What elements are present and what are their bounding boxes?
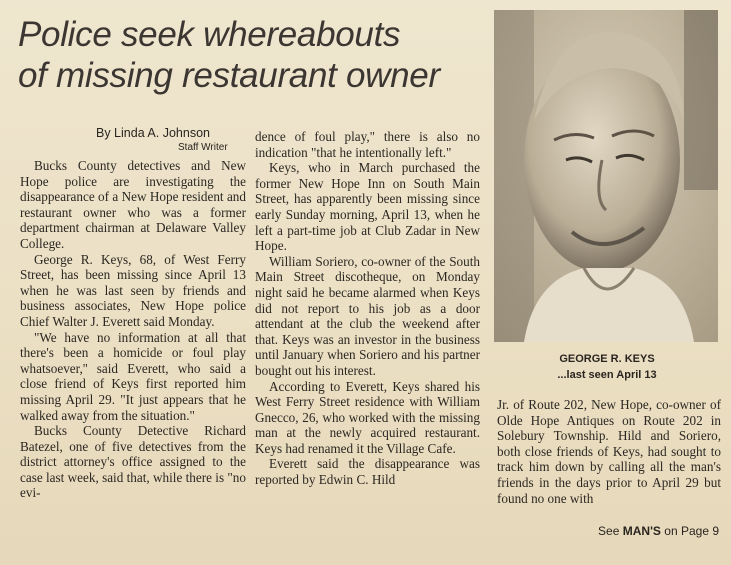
article-column-3 <box>497 397 721 506</box>
article-column-2 <box>255 129 480 488</box>
jump-suffix: on Page 9 <box>664 524 719 538</box>
headline-line-1: Police seek whereabouts <box>18 15 401 54</box>
portrait-photo <box>494 10 718 342</box>
paragraph: Jr. of Route 202, New Hope, co-owner of Olde Hope Antiques on Route 202 in Solebury Township. Hild and Soriero, both close friends of Keys, had sought to track him down by calling all the man's friends in the days prior to April 29 but found no one with <box>497 397 721 506</box>
paragraph: Bucks County detectives and New Hope police are investigating the disappearance of a New Hope resident and restaurant owner who was a former department chairman at Delaware Valley College. <box>20 158 246 251</box>
photo-caption-name: GEORGE R. KEYS <box>559 353 655 365</box>
paragraph: According to Everett, Keys shared his West Ferry Street residence with William Gnecco, 26, who worked with the missing man at the newly acquired restaurant. Keys had renamed it the Village Cafe. <box>255 378 480 456</box>
paragraph: "We have no information at all that there's been a homicide or foul play whatsoever,'' said Everett, who said a close friend of Keys first reported him missing April 29. "It just appears that he walked away from the situation." <box>20 329 246 423</box>
article-column-1 <box>20 158 246 501</box>
portrait-image <box>494 10 718 342</box>
paragraph: William Soriero, co-owner of the South Main Street discotheque, on Monday night said he became alarmed when Keys did not report to his job as a door attendant at the club the weekend after that. Keys was an investor in the business until January when Soriero and his partner bought out his interest. <box>255 253 480 378</box>
paragraph: Keys, who in March purchased the former New Hope Inn on South Main Street, has apparently been missing since early Sunday morning, April 13, when he left a part-time job at Club Zadar in New Hope. <box>255 160 480 254</box>
jump-reference <box>598 524 719 538</box>
photo-caption-subtitle: ...last seen April 13 <box>557 369 657 381</box>
byline-role: Staff Writer <box>178 142 228 153</box>
paragraph: George R. Keys, 68, of West Ferry Street, has been missing since April 13 when he was last seen by friends and business associates, New Hope police Chief Walter J. Everett said Monday. <box>20 251 246 329</box>
paragraph: Everett said the disappearance was reported by Edwin C. Hild <box>255 456 480 488</box>
paragraph: Bucks County Detective Richard Batezel, one of five detectives from the district attorney's office assigned to the case last week, said that, while there is "no evi- <box>20 423 246 501</box>
jump-keyword: MAN'S <box>622 524 661 538</box>
byline-author: By Linda A. Johnson <box>96 126 210 140</box>
headline <box>18 14 483 96</box>
paragraph: dence of foul play," there is also no indication "that he intentionally left." <box>255 129 480 160</box>
jump-prefix: See <box>598 524 620 538</box>
headline-line-2: of missing restaurant owner <box>18 56 440 95</box>
